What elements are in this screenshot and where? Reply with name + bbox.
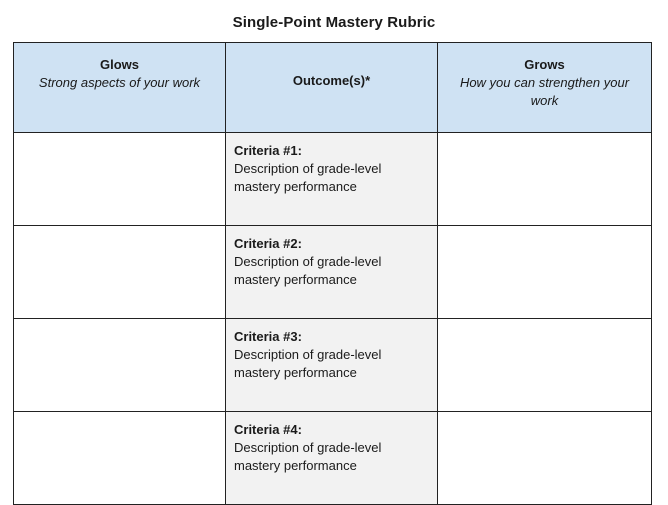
page-title: Single-Point Mastery Rubric xyxy=(232,14,436,31)
table-row xyxy=(14,412,652,505)
glows-cell[interactable] xyxy=(14,226,226,319)
table-row xyxy=(14,133,652,226)
glows-cell[interactable] xyxy=(14,133,226,226)
criteria-cell xyxy=(226,133,438,226)
grows-header-cell xyxy=(438,43,652,133)
criteria-description: Description of grade-level mastery performance xyxy=(234,254,382,287)
grows-cell[interactable] xyxy=(438,226,652,319)
table-row xyxy=(14,226,652,319)
rubric-table xyxy=(13,42,652,505)
criteria-description: Description of grade-level mastery performance xyxy=(234,440,382,473)
criteria-label: Criteria #3: xyxy=(234,329,302,344)
criteria-description: Description of grade-level mastery performance xyxy=(234,161,382,194)
outcome-header-cell xyxy=(226,43,438,133)
glows-cell[interactable] xyxy=(14,319,226,412)
criteria-cell xyxy=(226,319,438,412)
grows-heading: Grows xyxy=(524,57,565,72)
criteria-label: Criteria #4: xyxy=(234,422,302,437)
criteria-label: Criteria #1: xyxy=(234,143,302,158)
outcome-heading: Outcome(s)* xyxy=(292,73,371,88)
glows-header-cell xyxy=(14,43,226,133)
grows-cell[interactable] xyxy=(438,412,652,505)
criteria-cell xyxy=(226,226,438,319)
criteria-cell xyxy=(226,412,438,505)
table-row xyxy=(14,319,652,412)
grows-cell[interactable] xyxy=(438,133,652,226)
criteria-description: Description of grade-level mastery performance xyxy=(234,347,382,380)
header-row xyxy=(14,43,652,133)
glows-cell[interactable] xyxy=(14,412,226,505)
grows-subheading: How you can strengthen your work xyxy=(459,75,630,108)
criteria-label: Criteria #2: xyxy=(234,236,302,251)
grows-cell[interactable] xyxy=(438,319,652,412)
glows-heading: Glows xyxy=(99,57,139,72)
glows-subheading: Strong aspects of your work xyxy=(38,75,201,90)
